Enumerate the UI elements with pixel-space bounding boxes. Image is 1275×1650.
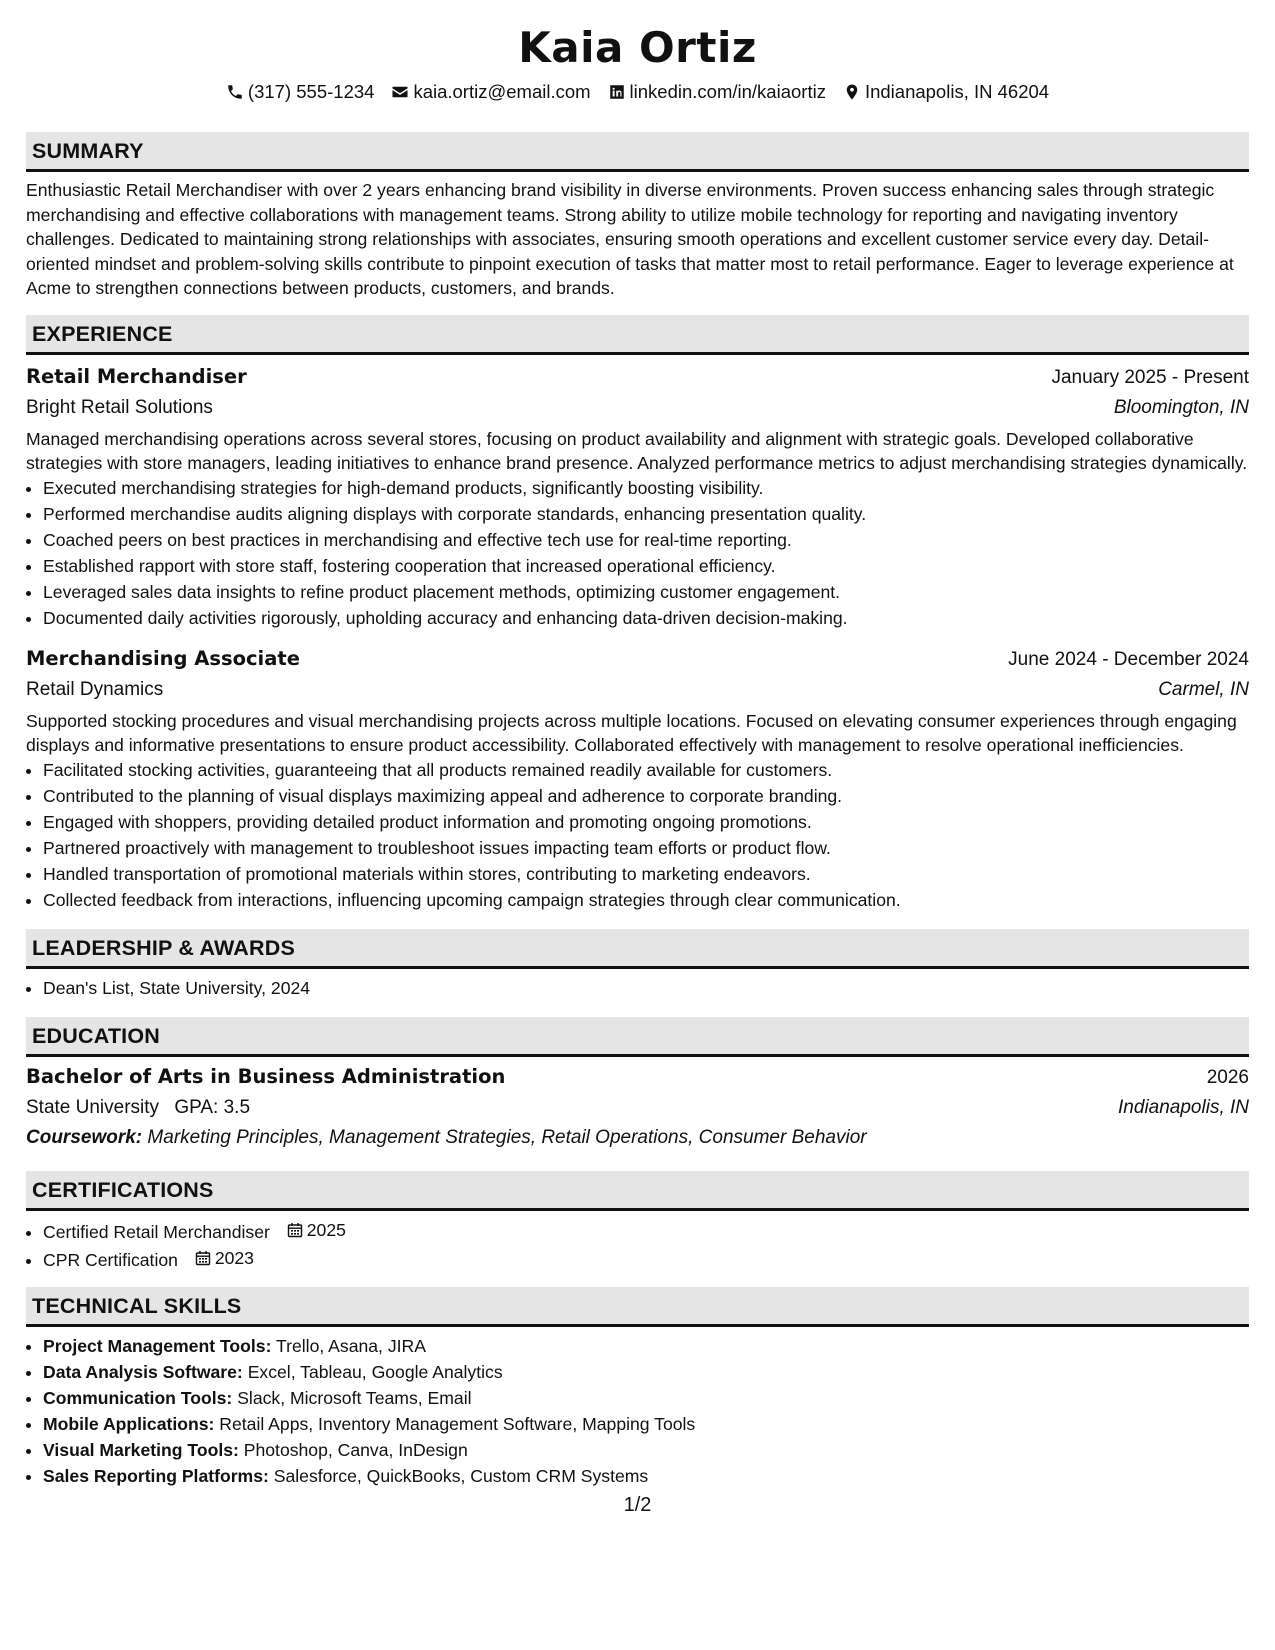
job-location: Bloomington, IN xyxy=(1113,396,1249,418)
list-item: • Dean's List, State University, 2024 xyxy=(43,975,1249,1001)
section-heading: TECHNICAL SKILLS xyxy=(26,1287,1249,1327)
contact-phone[interactable] xyxy=(226,80,375,104)
page-indicator: 1/2 xyxy=(623,1494,652,1516)
awards-list xyxy=(26,975,1249,1001)
job-description: Managed merchandising operations across several stores, focusing on product availability and alignment with strategic goals. Developed collaborative strategies with store managers, leading initiatives to enhance brand presence. Analyzed performance metrics to adjust merchandising strategies dynamically. xyxy=(26,428,1248,473)
job-location: Carmel, IN xyxy=(1158,678,1249,700)
resume-page xyxy=(26,18,1249,1489)
phone-text: (317) 555-1234 xyxy=(247,81,375,102)
job-dates: January 2025 - Present xyxy=(1051,366,1249,388)
certification-year: 2023 xyxy=(214,1247,254,1268)
skills-section xyxy=(26,1287,1249,1489)
list-item: • Collected feedback from interactions, influencing upcoming campaign strategies through clear communication. xyxy=(43,887,1249,913)
coursework-label: Coursework: xyxy=(26,1126,143,1148)
envelope-icon xyxy=(391,83,409,101)
linkedin-text: linkedin.com/in/kaiaortiz xyxy=(629,81,826,102)
list-item xyxy=(43,1217,1249,1245)
summary-section xyxy=(26,132,1249,301)
list-item xyxy=(43,1245,1249,1273)
job-dates: June 2024 - December 2024 xyxy=(1008,648,1249,670)
list-item: • Executed merchandising strategies for high-demand products, significantly boosting visibility. xyxy=(43,475,1249,501)
contact-linkedin[interactable] xyxy=(608,80,826,104)
skill-category: Communication Tools: xyxy=(43,1387,233,1408)
list-item xyxy=(43,1463,1249,1489)
calendar-icon xyxy=(287,1222,303,1238)
degree-title: Bachelor of Arts in Business Administration xyxy=(26,1064,506,1088)
job-bullets xyxy=(26,757,1249,913)
skill-category: Visual Marketing Tools: xyxy=(43,1439,239,1460)
list-item xyxy=(43,1333,1249,1359)
job-bullets xyxy=(26,475,1249,631)
contact-bar xyxy=(26,80,1249,104)
section-heading: EXPERIENCE xyxy=(26,315,1249,355)
list-item: • Documented daily activities rigorously, upholding accuracy and enhancing data-driven decision-making. xyxy=(43,605,1249,631)
skill-values: Photoshop, Canva, InDesign xyxy=(243,1439,468,1460)
map-pin-icon xyxy=(843,83,861,101)
certification-name: Certified Retail Merchandiser xyxy=(43,1221,270,1242)
list-item: • Handled transportation of promotional materials within stores, contributing to marketing endeavors. xyxy=(43,861,1249,887)
list-item: • Performed merchandise audits aligning displays with corporate standards, enhancing presentation quality. xyxy=(43,501,1249,527)
graduation-year: 2026 xyxy=(1206,1066,1249,1088)
certification-year: 2025 xyxy=(306,1219,346,1240)
email-text: kaia.ortiz@email.com xyxy=(413,81,591,102)
list-item: • Leveraged sales data insights to refine product placement methods, optimizing customer engagement. xyxy=(43,579,1249,605)
section-heading: SUMMARY xyxy=(26,132,1249,172)
certifications-section xyxy=(26,1171,1249,1273)
job-company: Bright Retail Solutions xyxy=(26,396,213,418)
phone-icon xyxy=(226,83,244,101)
skills-list xyxy=(26,1333,1249,1489)
list-item: • Engaged with shoppers, providing detailed product information and promoting ongoing promotions. xyxy=(43,809,1249,835)
school-name: State University xyxy=(26,1096,160,1118)
list-item xyxy=(43,1437,1249,1463)
section-heading: EDUCATION xyxy=(26,1017,1249,1057)
skill-category: Mobile Applications: xyxy=(43,1413,215,1434)
education-section xyxy=(26,1017,1249,1153)
list-item xyxy=(43,1411,1249,1437)
school-location: Indianapolis, IN xyxy=(1118,1096,1249,1118)
contact-email[interactable] xyxy=(391,80,590,104)
list-item: • Facilitated stocking activities, guaranteeing that all products remained readily available for customers. xyxy=(43,757,1249,783)
skill-category: Sales Reporting Platforms: xyxy=(43,1465,269,1486)
skill-category: Data Analysis Software: xyxy=(43,1361,243,1382)
job-title: Merchandising Associate xyxy=(26,646,300,670)
experience-section xyxy=(26,315,1249,913)
list-item xyxy=(43,1359,1249,1385)
coursework xyxy=(26,1123,1249,1153)
certification-name: CPR Certification xyxy=(43,1249,178,1270)
list-item: • Contributed to the planning of visual displays maximizing appeal and adherence to corporate branding. xyxy=(43,783,1249,809)
linkedin-icon xyxy=(608,83,626,101)
section-heading: CERTIFICATIONS xyxy=(26,1171,1249,1211)
job-company: Retail Dynamics xyxy=(26,678,164,700)
school-line xyxy=(26,1093,250,1123)
certifications-list xyxy=(26,1217,1249,1273)
list-item: • Established rapport with store staff, fostering cooperation that increased operational efficiency. xyxy=(43,553,1249,579)
contact-location xyxy=(843,80,1049,104)
candidate-name: Kaia Ortiz xyxy=(518,23,757,72)
calendar-icon xyxy=(195,1250,211,1266)
location-text: Indianapolis, IN 46204 xyxy=(864,81,1050,102)
skill-category: Project Management Tools: xyxy=(43,1335,272,1356)
job-title: Retail Merchandiser xyxy=(26,364,247,388)
awards-section xyxy=(26,929,1249,1001)
skill-values: Excel, Tableau, Google Analytics xyxy=(247,1361,503,1382)
job-description: Supported stocking procedures and visual merchandising projects across multiple locations. Focused on elevating consumer experiences through engaging displays and informative presentations to ensure product accessibility. Collaborated effectively with management to resolve operational inefficiencies. xyxy=(26,710,1237,755)
list-item xyxy=(43,1385,1249,1411)
skill-values: Slack, Microsoft Teams, Email xyxy=(237,1387,472,1408)
job-entry xyxy=(26,643,1249,913)
section-heading: LEADERSHIP & AWARDS xyxy=(26,929,1249,969)
list-item: • Coached peers on best practices in merchandising and effective tech use for real-time reporting. xyxy=(43,527,1249,553)
coursework-list: Marketing Principles, Management Strategies, Retail Operations, Consumer Behavior xyxy=(147,1126,867,1148)
skill-values: Salesforce, QuickBooks, Custom CRM Systems xyxy=(273,1465,649,1486)
gpa: GPA: 3.5 xyxy=(174,1096,251,1118)
skill-values: Trello, Asana, JIRA xyxy=(276,1335,426,1356)
summary-text: Enthusiastic Retail Merchandiser with over 2 years enhancing brand visibility in diverse environments. Proven success enhancing sales through strategic merchandising and effective collaborations with management teams. Strong ability to utilize mobile technology for reporting and navigating inventory challenges. Dedicated to maintaining strong relationships with associates, ensuring smooth operations and excellent customer service every day. Detail-oriented mindset and problem-solving skills contribute to pinpoint execution of tasks that matter most to retail performance. Eager to leverage experience at Acme to strengthen connections between products, customers, and brands. xyxy=(26,180,1234,298)
skill-values: Retail Apps, Inventory Management Software, Mapping Tools xyxy=(219,1413,696,1434)
list-item: • Partnered proactively with management to troubleshoot issues impacting team efforts or product flow. xyxy=(43,835,1249,861)
job-entry xyxy=(26,361,1249,631)
